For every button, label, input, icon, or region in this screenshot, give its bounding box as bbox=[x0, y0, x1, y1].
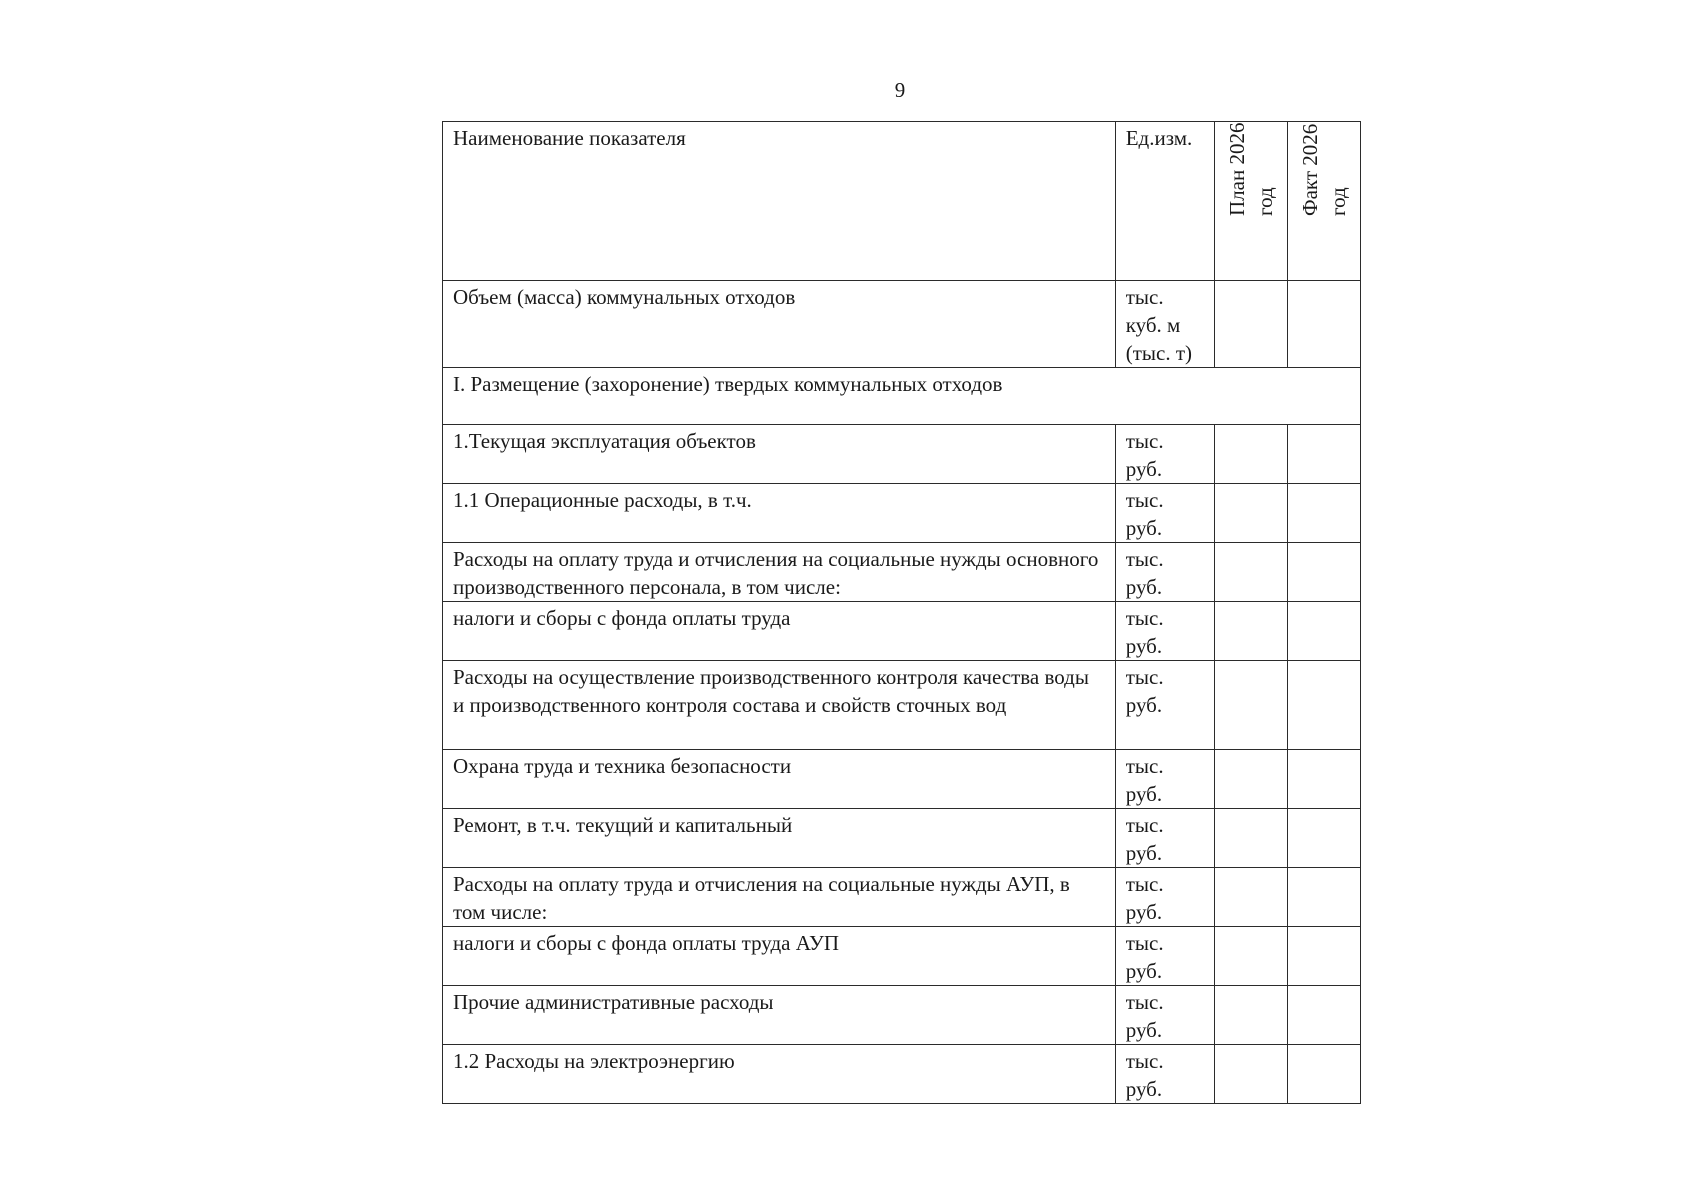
unit-line: руб. bbox=[1125, 1018, 1163, 1042]
unit-line: руб. bbox=[1125, 1077, 1163, 1101]
row-plan-value bbox=[1214, 281, 1287, 368]
row-name: Ремонт, в т.ч. текущий и капитальный bbox=[443, 809, 1116, 868]
unit-line: руб. bbox=[1125, 782, 1163, 806]
unit-line: руб. bbox=[1125, 900, 1163, 924]
row-fact-value bbox=[1287, 986, 1360, 1045]
row-plan-value bbox=[1214, 661, 1287, 750]
row-fact-value bbox=[1287, 602, 1360, 661]
row-unit bbox=[1115, 986, 1214, 1045]
table-row bbox=[443, 986, 1361, 1045]
unit-line: тыс. bbox=[1125, 429, 1164, 453]
row-unit bbox=[1115, 543, 1214, 602]
unit-line: тыс. bbox=[1125, 606, 1164, 630]
unit-line: тыс. bbox=[1125, 931, 1164, 955]
table-row bbox=[443, 868, 1361, 927]
unit-line: тыс. bbox=[1125, 990, 1164, 1014]
unit-line: (тыс. т) bbox=[1125, 341, 1192, 365]
table-row bbox=[443, 543, 1361, 602]
row-plan-value bbox=[1214, 868, 1287, 927]
header-row bbox=[443, 122, 1361, 281]
unit-line: руб. bbox=[1125, 457, 1163, 481]
row-plan-value bbox=[1214, 602, 1287, 661]
row-plan-value bbox=[1214, 425, 1287, 484]
table-row bbox=[443, 809, 1361, 868]
row-unit bbox=[1115, 602, 1214, 661]
row-name: Расходы на оплату труда и отчисления на социальные нужды основного производственного персонала, в том числе: bbox=[443, 543, 1116, 602]
row-fact-value bbox=[1287, 281, 1360, 368]
table-row bbox=[443, 927, 1361, 986]
row-name: Расходы на осуществление производственного контроля качества воды и производственного контроля состава и свойств сточных вод bbox=[443, 661, 1116, 750]
row-name: 1.Текущая эксплуатация объектов bbox=[443, 425, 1116, 484]
section-title: I. Размещение (захоронение) твердых коммунальных отходов bbox=[443, 368, 1361, 425]
row-unit bbox=[1115, 484, 1214, 543]
row-fact-value bbox=[1287, 868, 1360, 927]
row-name: Расходы на оплату труда и отчисления на социальные нужды АУП, в том числе: bbox=[443, 868, 1116, 927]
header-unit: Ед.изм. bbox=[1115, 122, 1214, 281]
header-plan-line1: План 2026 bbox=[1224, 122, 1249, 216]
unit-line: тыс. bbox=[1125, 547, 1164, 571]
header-fact-2026 bbox=[1287, 122, 1360, 281]
row-unit bbox=[1115, 425, 1214, 484]
unit-line: тыс. bbox=[1125, 665, 1164, 689]
row-plan-value bbox=[1214, 750, 1287, 809]
header-plan-2026 bbox=[1214, 122, 1287, 281]
row-name: 1.2 Расходы на электроэнергию bbox=[443, 1045, 1116, 1104]
section-row bbox=[443, 368, 1361, 425]
row-name: налоги и сборы с фонда оплаты труда bbox=[443, 602, 1116, 661]
table-row-volume bbox=[443, 281, 1361, 368]
unit-line: руб. bbox=[1125, 634, 1163, 658]
row-fact-value bbox=[1287, 484, 1360, 543]
row-fact-value bbox=[1287, 927, 1360, 986]
row-name: 1.1 Операционные расходы, в т.ч. bbox=[443, 484, 1116, 543]
table-row bbox=[443, 1045, 1361, 1104]
row-fact-value bbox=[1287, 750, 1360, 809]
unit-line: тыс. bbox=[1125, 1049, 1164, 1073]
unit-line: руб. bbox=[1125, 575, 1163, 599]
row-plan-value bbox=[1214, 1045, 1287, 1104]
row-name: Объем (масса) коммунальных отходов bbox=[443, 281, 1116, 368]
unit-line: тыс. bbox=[1125, 813, 1164, 837]
row-fact-value bbox=[1287, 543, 1360, 602]
row-unit bbox=[1115, 1045, 1214, 1104]
row-plan-value bbox=[1214, 484, 1287, 543]
row-fact-value bbox=[1287, 809, 1360, 868]
row-name: налоги и сборы с фонда оплаты труда АУП bbox=[443, 927, 1116, 986]
unit-line: тыс. bbox=[1125, 285, 1164, 309]
header-fact-line1: Факт 2026 bbox=[1297, 123, 1322, 216]
table-row bbox=[443, 602, 1361, 661]
row-unit bbox=[1115, 927, 1214, 986]
row-name: Охрана труда и техника безопасности bbox=[443, 750, 1116, 809]
header-fact-line2: год bbox=[1325, 187, 1350, 216]
header-plan-line2: год bbox=[1252, 187, 1277, 216]
row-fact-value bbox=[1287, 1045, 1360, 1104]
table-row bbox=[443, 661, 1361, 750]
unit-line: тыс. bbox=[1125, 754, 1164, 778]
table-row bbox=[443, 484, 1361, 543]
row-fact-value bbox=[1287, 661, 1360, 750]
unit-line: руб. bbox=[1125, 693, 1163, 717]
unit-line: руб. bbox=[1125, 959, 1163, 983]
row-plan-value bbox=[1214, 986, 1287, 1045]
row-unit bbox=[1115, 281, 1214, 368]
row-plan-value bbox=[1214, 543, 1287, 602]
table-row bbox=[443, 425, 1361, 484]
unit-line: руб. bbox=[1125, 841, 1163, 865]
unit-line: тыс. bbox=[1125, 488, 1164, 512]
unit-line: тыс. bbox=[1125, 872, 1164, 896]
report-table bbox=[442, 121, 1361, 1104]
row-name: Прочие административные расходы bbox=[443, 986, 1116, 1045]
row-unit bbox=[1115, 750, 1214, 809]
unit-line: куб. м bbox=[1125, 313, 1181, 337]
table-row bbox=[443, 750, 1361, 809]
row-unit bbox=[1115, 661, 1214, 750]
row-fact-value bbox=[1287, 425, 1360, 484]
row-plan-value bbox=[1214, 809, 1287, 868]
table-body bbox=[443, 425, 1361, 1104]
row-unit bbox=[1115, 868, 1214, 927]
header-indicator-name: Наименование показателя bbox=[443, 122, 1116, 281]
unit-line: руб. bbox=[1125, 516, 1163, 540]
row-plan-value bbox=[1214, 927, 1287, 986]
page-number: 9 bbox=[894, 78, 906, 102]
row-unit bbox=[1115, 809, 1214, 868]
